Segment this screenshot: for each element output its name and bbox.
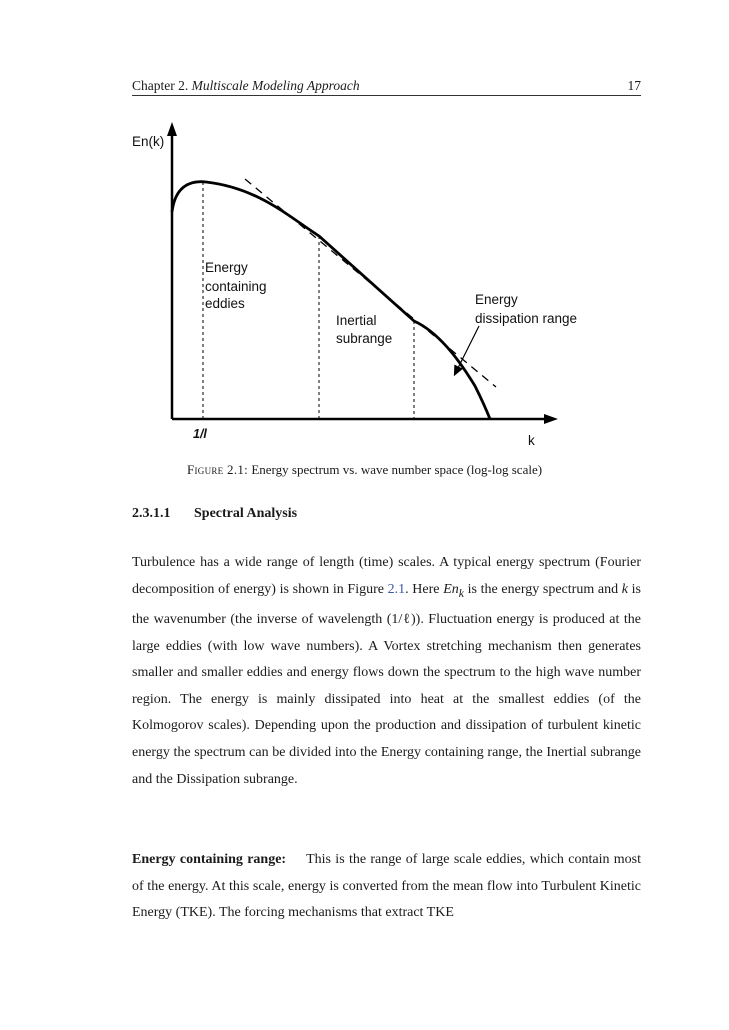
section-heading [132, 506, 297, 522]
y-axis-label: En(k) [132, 134, 165, 149]
spectrum-diagram [128, 118, 598, 453]
paragraph-energy-containing [132, 847, 641, 927]
math-en-sub: k [458, 586, 464, 600]
p1-text-3: is the energy spectrum and [463, 581, 622, 597]
paragraph-spectral-analysis [132, 550, 641, 793]
dissipation-arrow [456, 326, 479, 372]
caption-text: Energy spectrum vs. wave number space (log-log scale) [251, 462, 543, 477]
math-en-k [443, 581, 464, 600]
p1-text-1: Turbulence has a wide range of length (time) scales. A typical energy spectrum (Fourier decomposition of energy) is shown in Figure [132, 555, 641, 597]
y-axis-arrow [167, 122, 177, 136]
header-chapter [132, 78, 360, 94]
label-energy-containing-1: Energy [205, 260, 248, 275]
math-k: k [621, 581, 628, 597]
label-inertial-1: Inertial [336, 313, 377, 328]
p1-text-4: is the wavenumber (the inverse of wavelength [132, 581, 642, 627]
math-en: En [443, 581, 459, 597]
label-energy-containing-2: containing [205, 279, 267, 294]
x-tick-label: 1/l [193, 427, 207, 441]
p1-text-5: ). Fluctuation energy is produced at the large eddies (with low wave numbers). A Vortex stretching mechanism then generates smaller and smaller eddies and energy flows down the spectrum to the high wave number region. The energy is mainly dissipated into heat at the smallest eddies (of the Kolmogorov scales). Depending upon the production and dissipation of turbulent kinetic energy the spectrum can be divided into the Energy containing range, the Inertial subrange and the Dissipation subrange. [132, 611, 642, 787]
run-in-heading: Energy containing range: [132, 852, 287, 867]
math-wavelength: (1/ℓ) [386, 611, 416, 627]
label-energy-containing-3: eddies [205, 296, 245, 311]
energy-spectrum-figure [128, 118, 598, 453]
chapter-title: Multiscale Modeling Approach [191, 78, 360, 93]
section-title: Spectral Analysis [194, 506, 298, 521]
x-axis-arrow [544, 414, 558, 424]
x-axis-label: k [528, 433, 535, 448]
figure-ref-link[interactable]: 2.1 [387, 581, 406, 597]
figure-caption [0, 462, 729, 478]
page-number: 17 [627, 78, 641, 93]
running-header [132, 77, 641, 96]
p2-text: This is the range of large scale eddies, which contain most of the energy. At this scale, energy is converted from the mean flow into Turbulent Kinetic Energy (TKE). The forcing mechanisms that extract TKE [132, 852, 641, 921]
label-dissipation-1: Energy [475, 292, 518, 307]
caption-label: Figure 2.1: [186, 462, 249, 477]
p1-text-2: . Here [405, 581, 444, 597]
section-number: 2.3.1.1 [132, 506, 171, 521]
label-inertial-2: subrange [336, 331, 393, 346]
chapter-prefix: Chapter 2. [132, 78, 189, 93]
label-dissipation-2: dissipation range [475, 311, 578, 326]
